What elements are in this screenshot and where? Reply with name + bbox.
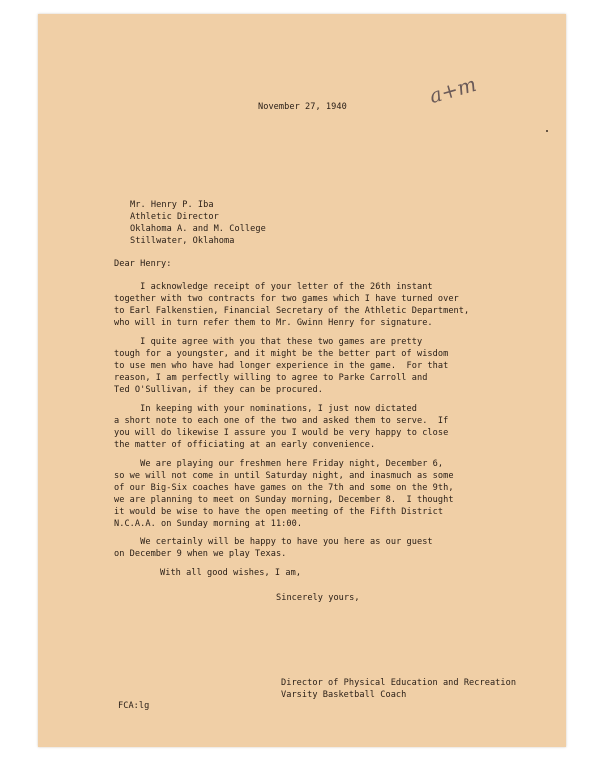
body-paragraph-5 [114,536,433,560]
body-paragraph-3 [114,403,448,451]
body-line: it would be wise to have the open meeting of the Fifth District [114,507,444,517]
recipient-line: Stillwater, Oklahoma [130,236,235,246]
body-paragraph-1 [114,281,469,329]
body-line: tough for a youngster, and it might be the better part of wisdom [114,349,449,359]
signature-block [281,677,516,701]
recipient-address [130,199,266,247]
body-line: a short note to each one of the two and asked them to serve. If [114,416,449,426]
body-line: so we will not come in until Saturday night, and inasmuch as some [114,471,454,481]
body-line: N.C.A.A. on Sunday morning at 11:00. [114,519,303,529]
sign-off: Sincerely yours, [276,593,360,603]
closing-line: With all good wishes, I am, [160,568,302,578]
body-line: the matter of officiating at an early convenience. [114,440,376,450]
body-line: we are planning to meet on Sunday morning, December 8. I thought [114,495,454,505]
recipient-line: Athletic Director [130,212,219,222]
signature-line: Director of Physical Education and Recreation [281,678,517,688]
paper-speck [546,130,548,132]
body-line: We certainly will be happy to have you here as our guest [114,537,433,547]
signature-line: Varsity Basketball Coach [281,690,407,700]
typist-initials: FCA:lg [118,701,150,711]
body-line: to Earl Falkenstien, Financial Secretary of the Athletic Department, [114,306,470,316]
body-line: I quite agree with you that these two games are pretty [114,337,423,347]
body-line: on December 9 when we play Texas. [114,549,287,559]
body-paragraph-2 [114,336,448,396]
body-line: who will in turn refer them to Mr. Gwinn Henry for signature. [114,318,433,328]
body-line: We are playing our freshmen here Friday night, December 6, [114,459,444,469]
body-line: I acknowledge receipt of your letter of the 26th instant [114,282,433,292]
letter-date: November 27, 1940 [258,102,347,112]
body-line: you will do likewise I assure you I would be very happy to close [114,428,449,438]
body-line: reason, I am perfectly willing to agree to Parke Carroll and [114,373,428,383]
handwritten-note: a+m [426,71,480,109]
body-line: together with two contracts for two games which I have turned over [114,294,459,304]
body-line: of our Big-Six coaches have games on the 7th and some on the 9th, [114,483,454,493]
body-line: to use men who have had longer experience in the game. For that [114,361,449,371]
body-line: Ted O'Sullivan, if they can be procured. [114,385,323,395]
body-paragraph-4 [114,458,454,530]
recipient-line: Mr. Henry P. Iba [130,200,214,210]
salutation: Dear Henry: [114,259,172,269]
recipient-line: Oklahoma A. and M. College [130,224,266,234]
body-line: In keeping with your nominations, I just now dictated [114,404,417,414]
